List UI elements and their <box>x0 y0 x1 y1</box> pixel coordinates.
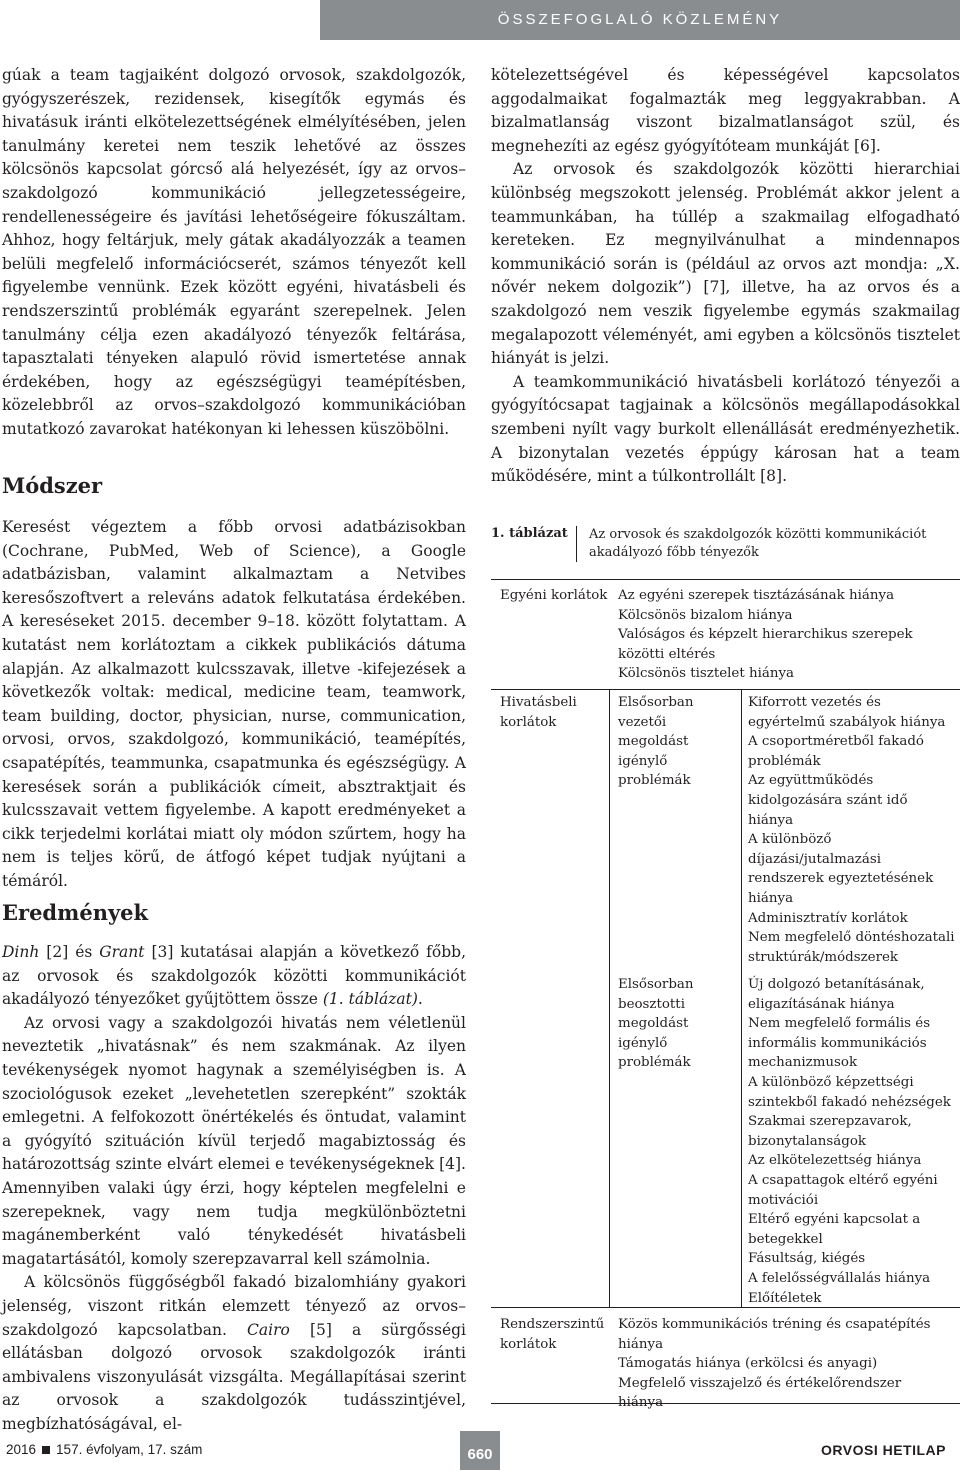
table-vertical-rule-2 <box>741 689 742 1307</box>
right-paragraph-1: kötelezettségével és képességével kapcsolatos aggodalmaikat fogalmazták meg leggyakrabban. A bizalmatlanság viszont bizalmatlanságot szül, és megnehezíti az egész gyógyítóteam munkáját [6]. <box>491 66 960 155</box>
table-label: 1. táblázat <box>491 526 568 541</box>
right-paragraph-2: Az orvosok és szakdolgozók közötti hierarchiai különbség megszokott jelenség. Problémát akkor jelent a teammunkában, ha túllép a szakmailag elfogadható kereteken. Ez megnyilvánulhat a mindennapos kommunikáció során is (például az orvos azt mondja: „X. nővér nekem dolgozik”) [7], illetve, ha az orvos és a szakdolgozó nem veszik figyelembe egymás szakmailag megalapozott véleményét, ami egyben a kölcsönös tisztelet hiányát is jelzi. <box>491 160 960 368</box>
table-title: Az orvosok és szakdolgozók közötti kommunikációt akadályozó főbb tényezők <box>589 527 927 560</box>
table-vertical-rule-1 <box>609 689 610 1307</box>
author-cairo: Cairo <box>247 1320 290 1339</box>
leadership-item: Az együttműködés kidolgozására szánt idő hiánya <box>748 773 908 828</box>
individual-item: Az egyéni szerepek tisztázásának hiánya <box>618 588 895 603</box>
results-section <box>2 941 466 1436</box>
subordinate-item: A különböző képzettségi szintekből fakadó nehézségek <box>748 1074 951 1110</box>
system-item: Támogatás hiánya (erkölcsi és anyagi) <box>618 1356 878 1372</box>
footer-volume: 157. évfolyam, 17. szám <box>56 1442 203 1457</box>
leadership-items <box>748 693 956 967</box>
subordinate-item: Nem megfelelő formális és informális kommunikációs mechanizmusok <box>748 1016 931 1071</box>
table-rule-individual <box>491 689 960 690</box>
right-paragraph-3: A teamkommunikáció hivatásbeli korlátozó tényezői a gyógyítócsapat tagjainak a kölcsönös megállapodásokkal szembeni nyílt vagy burkolt ellenállását eredményezhetik. A bizonytalan vezetés éppúgy károsan hat a team működésére, mint a túlkontrollált [8]. <box>491 372 960 486</box>
sublabel-subordinate: Elsősorban beosztotti megoldást igénylő problémák <box>618 977 694 1071</box>
caption-divider <box>576 526 577 562</box>
leadership-item: A különböző díjazási/jutalmazási rendszerek egyeztetésének hiánya <box>748 832 934 906</box>
subordinate-items <box>748 975 956 1308</box>
system-item: Megfelelő visszajelző és értékelőrendszer hiánya <box>618 1375 902 1411</box>
subordinate-item: Az elkötelezettség hiánya <box>748 1153 922 1169</box>
intro-paragraph: gúak a team tagjaiként dolgozó orvosok, szakdolgozók, gyógyszerészek, rezidensek, kisegítők egymás és hivatásuk iránti elkötelezettségének elmélyítésében, jelen tanulmány keretei nem teszik lehetővé az összes kölcsönös kapcsolat górcső alá helyezését, így az orvos–szakdolgozó kommunikáció jellegzetességeire, rendellenességeire és javítási lehetőségeire fókuszáltam. Ahhoz, hogy feltárjuk, mely gátak akadályozzák a teamen belüli megfelelő információcserét, számos tényezőt kell figyelembe vennünk. Ezek között egyéni, hivatásbeli és rendszerszintű problémák egyaránt szerepelnek. Jelen tanulmány célja ezen akadályozó tényezők feltárása, tapasztalati tényeken alapuló rövid ismertetése annak érdekében, hogy az egészségügyi teamépítésben, közelebbről az orvos–szakdolgozó kommunikációban mutatkozó zavarokat hatékonyan ki lehessen küszöbölni. <box>2 66 466 438</box>
individual-item: Valóságos és képzelt hierarchikus szerepek közötti eltérés <box>618 627 913 662</box>
sublabel-leadership: Elsősorban vezetői megoldást igénylő problémák <box>618 695 694 789</box>
results-p3-text-b: [5] a sürgősségi ellátásban dolgozó orvosok szakdolgozók iránti ambivalens viszonyulását vizsgálta. Megállapításai szerint az orvosok a szakdolgozók tudásszintjével, megbízhatóságával, el- <box>2 1320 466 1433</box>
page-footer <box>0 1430 960 1470</box>
individual-item: Kölcsönös tisztelet hiánya <box>618 666 795 682</box>
results-heading: Eredmények <box>2 900 149 925</box>
section-label: ÖSSZEFOGLALÓ KÖZLEMÉNY <box>497 11 783 28</box>
author-grant: Grant <box>99 943 145 961</box>
subordinate-item: Előítéletek <box>748 1290 822 1306</box>
left-column <box>2 64 466 442</box>
method-section <box>2 516 466 894</box>
row-label-individual: Egyéni korlátok <box>500 588 608 603</box>
results-p1-text-a: [2] és <box>39 943 100 961</box>
row-label-system: Rendszerszintű korlátok <box>500 1317 605 1352</box>
row-label-professional: Hivatásbeli korlátok <box>500 695 577 730</box>
journal-name: ORVOSI HETILAP <box>821 1442 946 1458</box>
footer-year: 2016 <box>6 1442 37 1457</box>
leadership-item: Nem megfelelő döntéshozatali struktúrák/módszerek <box>748 930 955 965</box>
individual-items <box>618 586 954 684</box>
author-dinh: Dinh <box>2 943 40 961</box>
table-reference: (1. táblázat) <box>322 990 418 1009</box>
footer-separator-square <box>42 1446 50 1454</box>
method-paragraph: Keresést végeztem a főbb orvosi adatbázisokban (Cochrane, PubMed, Web of Science), a Google adatbázisban, valamint alkalmaztam a Netvibes keresőszoftvert a releváns adatok felkutatása érdekében. A kereséseket 2015. december 9–18. között folytattam. A kutatást nem korlátoztam a cikkek publikációs dátuma alapján. Az alkalmazott kulcsszavak, illetve -kifejezések a következők voltak: medical, medicine team, teamwork, team building, doctor, physician, nurse, communication, orvosi, orvos, szakdolgozó, kommunikáció, teamépítés, csapatépítés, teammunka, csapatmunka és egészségügy. A keresések során a publikációk címeit, absztraktjait és kulcsszavait vettem figyelembe. A kapott eredményeket a cikk terjedelmi korlátai miatt oly módon szűrtem, hogy ha nem is teljes körű, de átfogó képet tudjak nyújtani a témáról. <box>2 518 466 890</box>
table-top-rule <box>491 579 960 580</box>
subordinate-item: Fásultság, kiégés <box>748 1251 866 1267</box>
leadership-item: A csoportméretből fakadó problémák <box>748 734 924 769</box>
results-paragraph-1 <box>2 941 466 1012</box>
right-column <box>491 64 960 489</box>
individual-item: Kölcsönös bizalom hiánya <box>618 607 793 623</box>
subordinate-item: Szakmai szerepzavarok, bizonytalanságok <box>748 1114 912 1149</box>
system-items <box>618 1315 948 1413</box>
results-p3-text-a: A kölcsönös függőségből fakadó bizalomhiány gyakori jelenség, viszont ritkán elemzett tényező az orvos–szakdolgozó kapcsolatban. <box>2 1273 466 1339</box>
results-p1-text-b: [3] kutatásai alapján a következő főbb, az orvosok és szakdolgozók közötti kommunikációt akadályozó tényezőket gyűjtöttem össze <box>2 943 466 1009</box>
subordinate-item: Eltérő egyéni kapcsolat a betegekkel <box>748 1212 921 1247</box>
footer-issue <box>6 1442 202 1457</box>
results-p1-end: . <box>417 990 423 1009</box>
page-number: 660 <box>460 1431 500 1470</box>
system-item: Közös kommunikációs tréning és csapatépítés hiánya <box>618 1317 931 1352</box>
page-header <box>0 0 960 40</box>
leadership-item: Kiforrott vezetés és egyértelmű szabályok hiánya <box>748 695 946 730</box>
subordinate-item: A csapattagok eltérő egyéni motivációi <box>748 1172 938 1208</box>
method-heading: Módszer <box>2 473 103 498</box>
results-paragraph-2: Az orvosi vagy a szakdolgozói hivatás nem véletlenül neveztetik „hivatásnak” és nem szakmának. Az ilyen tevékenységek nyomot hagynak a személyiségben is. A szociológusok ezeket „levehetetlen szerepként” szokták emlegetni. A felfokozott önértékelés és öntudat, valamint a gyógyító szituáción kívül terjedő magabiztosság és határozottság szinte elvárt elemei e tevékenységeknek [4]. Amennyiben valaki úgy érzi, hogy képtelen megfelelni e szerepeknek, vagy nem tudja megkülönböztetni magánemberként való ténykedését hivatásbeli magatartásától, komoly szerepzavarral kell számolnia. <box>2 1013 466 1268</box>
subordinate-item: Új dolgozó betanításának, eligazításának hiánya <box>748 977 925 1012</box>
results-paragraph-3 <box>2 1271 466 1436</box>
subordinate-item: A felelősségvállalás hiánya <box>748 1270 931 1286</box>
table-caption <box>491 526 960 566</box>
leadership-item: Adminisztratív korlátok <box>748 910 908 926</box>
